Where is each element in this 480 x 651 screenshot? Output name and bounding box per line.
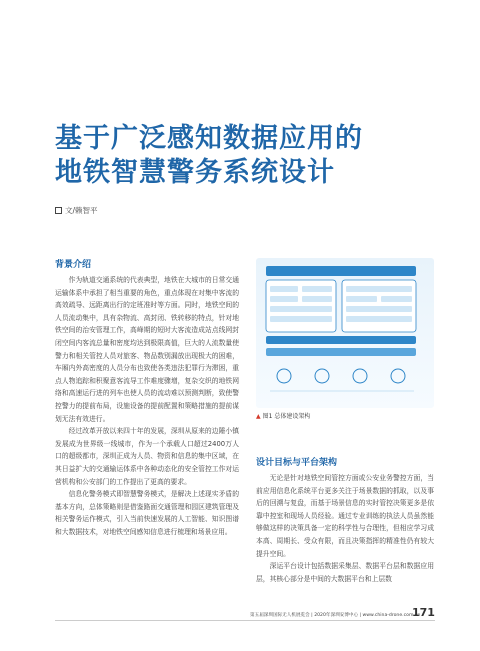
module-block [346, 316, 412, 322]
author-name: 文/赖智平 [65, 206, 98, 215]
police-info-network-icon [315, 369, 329, 383]
architecture-diagram [256, 258, 434, 408]
section-heading-design: 设计目标与平台架构 [256, 458, 338, 468]
video-network-icon [353, 369, 367, 383]
module-block [302, 296, 332, 302]
architecture-figure [256, 258, 434, 408]
platform-bar [266, 336, 416, 344]
caption-triangle-icon: ▲ [256, 413, 261, 420]
title-line-2: 地铁智慧警务系统设计 [55, 157, 335, 188]
module-block [302, 286, 332, 292]
figure-caption [256, 411, 310, 420]
top-bar [266, 266, 416, 276]
title-line-1: 基于广泛感知数据应用的 [55, 123, 363, 154]
module-block [346, 306, 412, 312]
module-block [346, 286, 412, 292]
module-block [270, 286, 298, 292]
footer-rule [55, 620, 435, 621]
paragraph: 无论是针对地铁空间管控方面或公安业务警控方面，当前应用信息化系统平台更多关注于场景数据的抓取，以及事后的回溯与复盘，而基于场景信息的实时管控决策更多是依靠中控室和现场人员经验。通过专业训练的执法人员虽然能够做这样的决策具备一定的科学性与合理性，但相应学习成本高、周期长、受众有限，而且决策指挥的精准性仍有较大提升空间。 [256, 474, 434, 558]
data-bar [266, 348, 416, 356]
author-line [55, 205, 98, 216]
article-title [55, 122, 435, 190]
paragraph: 作为轨道交通系统的代表典型，地铁在大城市的日常交通运输体系中承担了相当重要的角色，重点体现在对集中客流的高效疏导、远距离出行的定班准时等方面。同时，地铁空间的人员流动集中，具有杂物流、高封闭、铁转移的特点，针对地铁空间的治安管理工作，高峰期的短时大客流造成站点线网封闭空间内客流总量和密度均达到极限高值，巨大的人流数量使警力和相关管控人员对旅客、物品数别漏放出现极大的困难，车厢内外高密度的人员分布也致使各类违法犯罪行为滞困，重点人物追踪和积聚意客流导工作难度骤增，复杂交织的地铁网络和高速运行进的列车也使人员的流动难以预测判断，致使警控警力的提前布局，设施设备的提前配置和策略措施的提前谋划无法有效进行。 [55, 276, 239, 423]
page-number: 171 [412, 606, 435, 619]
author-box-icon [55, 207, 62, 214]
paragraph: 深运平台设计包括数据采集层、数据平台层和数据应用层，其核心部分是中间的大数据平台和上层数 [256, 562, 434, 583]
paragraph: 经过改革开放以来四十年的发展，深圳从原来的边陲小镇发展成为世界级一线城市，作为一个承载人口超过2400万人口的超级都市，深圳正成为人员、物资和信息的集中区域，在其日益扩大的交通输运体系中各种动态化的安全管控工作对运营机构和公安部门的工作提出了更高的要求。 [55, 427, 239, 486]
right-column [256, 456, 434, 585]
paragraph: 信息化警务模式即智慧警务模式，是解决上述现实矛盾的基本方向，总体策略则是借鉴路面交通管理和园区建筑管理及相关警务运作模式，引入当前快速发展的人工智能、知识图谱和大数据技术，对地铁空间感知信息进行梳理和场景应用。 [55, 490, 239, 536]
module-block [270, 316, 332, 322]
footer-text: 第五届深圳国际无人机展览会 | 2020年深圳安博中心 | www.china-drone.com.cn [250, 613, 421, 618]
module-block [381, 296, 412, 302]
caption-text: 图1 总体建设架构 [262, 413, 311, 420]
module-block [346, 296, 377, 302]
module-block [270, 306, 332, 312]
police-network-icon [277, 369, 291, 383]
module-block [270, 296, 298, 302]
section-heading-background: 背景介绍 [55, 260, 92, 270]
internet-icon [391, 369, 405, 383]
left-column [55, 258, 239, 538]
